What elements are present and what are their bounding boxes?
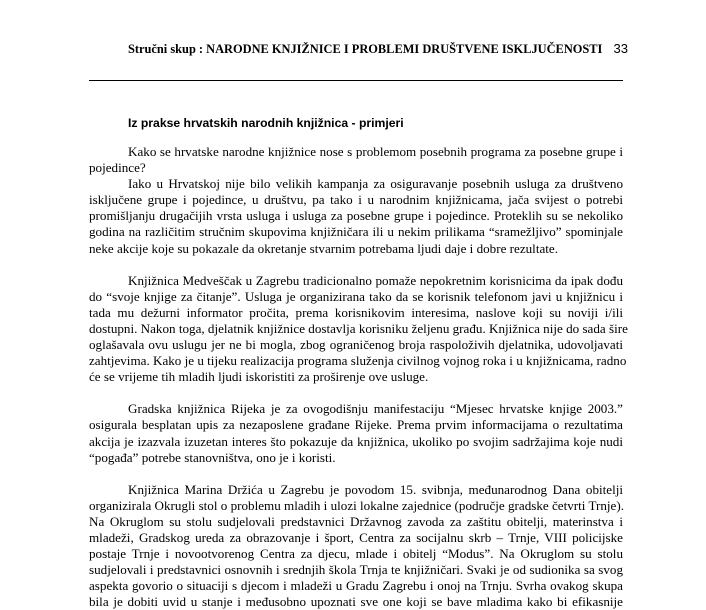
text-line: mladeži, Gradskog ureda za obrazovanje i šport, Centra za socijalnu skrb – Trnje, VIII policijske bbox=[89, 529, 623, 545]
text-line: Gradska knjižnica Rijeka je za ovogodišnju manifestaciju “Mjesec hrvatske knjige 2003.” bbox=[128, 401, 623, 417]
text-line: bila je dobiti uvid u stanje i međusobno upoznati sve one koji se bave mladima kako bi efikasnije bbox=[89, 594, 623, 610]
text-line: promišljanju drugačijih vrsta usluga i usluga za posebne grupe i pojedince. Proteklih su se nekoliko bbox=[89, 208, 623, 224]
section-title: Iz prakse hrvatskih narodnih knjižnica - primjeri bbox=[128, 116, 404, 130]
text-line: akcija je izazvala izuzetan interes što pokazuje da knjižnica, ukoliko po svojim sadržajima koje nudi bbox=[89, 433, 623, 449]
paragraph-4 bbox=[89, 401, 623, 465]
body-text bbox=[89, 144, 628, 610]
paragraph-gap bbox=[89, 385, 623, 401]
text-line: dostupni. Nakon toga, djelatnik knjižnice dostavlja korisniku željenu građu. Knjižnica nije do sada šire bbox=[89, 320, 628, 336]
text-line: do “svoje knjige za čitanje”. Usluga je organizirana tako da se korisnik telefonom javi u knjižnicu i bbox=[89, 288, 623, 304]
text-line: tada mu dežurni informator pročita, prema korisnikovim interesima, naslove koji su noviji i/ili bbox=[89, 304, 623, 320]
running-header-title: Stručni skup : NARODNE KNJIŽNICE I PROBLEMI DRUŠTVENE ISKLJUČENOSTI bbox=[128, 42, 603, 56]
text-line: sudjelovali i predstavnici osnovnih i srednjih škola Trnja te knjižničari. Svaki je od sudionika sa svog bbox=[89, 562, 623, 578]
paragraph-2 bbox=[89, 176, 623, 256]
text-line: Na Okruglom su stolu sudjelovali predstavnici Državnog zavoda za zaštitu obitelji, materinstva i bbox=[89, 513, 623, 529]
text-line: isključene grupe i pojedince, u društvu, pa tako i u narodnim knjižnicama, jača svijest o potrebi bbox=[89, 192, 623, 208]
text-line: pojedince? bbox=[89, 160, 146, 176]
paragraph-1 bbox=[89, 144, 623, 176]
header-rule bbox=[89, 80, 623, 81]
text-line: organizirala Okrugli stol o problemu mladih i ulozi lokalne zajednice (područje gradske četvrti Trnje). bbox=[89, 497, 624, 513]
text-line: će se vrijeme tih mladih ljudi iskoristiti za proširenje ove usluge. bbox=[89, 369, 429, 385]
text-line: oglašavala ovu uslugu jer ne bi mogla, zbog ograničenog broja raspoloživih djelatnika, udovoljavati bbox=[89, 337, 623, 353]
text-line: neke akcije koje su pokazale da okretanje stvarnim potrebama ljudi daje i dobre rezultate. bbox=[89, 240, 558, 256]
text-line: Knjižnica Medveščak u Zagrebu tradicionalno pomaže nepokretnim korisnicima da ipak dođu bbox=[128, 272, 623, 288]
text-line: postaje Trnje i novootvorenog Centra za djecu, mlade i obitelj “Modus”. Na Okruglom su stolu bbox=[89, 546, 623, 562]
text-line: Knjižnica Marina Držića u Zagrebu je povodom 15. svibnja, međunarodnog Dana obitelji bbox=[128, 481, 623, 497]
text-line: osigurala besplatan upis za nezaposlene građane Rijeke. Prema prvim informacijama o rezultatima bbox=[89, 417, 623, 433]
paragraph-gap bbox=[89, 257, 623, 273]
text-line: “pogađa” potrebe stanovništva, ono je i koristi. bbox=[89, 449, 336, 465]
text-line: Iako u Hrvatskoj nije bilo velikih kampanja za osiguravanje posebnih usluga za društveno bbox=[128, 176, 623, 192]
text-line: zahtjevima. Kako je u tijeku realizacija programa služenja civilnog vojnog roka i u knjižnicama, radno bbox=[89, 353, 627, 369]
text-line: godina na različitim stručnim skupovima knjižničara ili u nekim prilikama “sramežljivo” spominjale bbox=[89, 224, 623, 240]
page-number: 33 bbox=[613, 41, 628, 56]
paragraph-3 bbox=[89, 272, 628, 386]
page-header bbox=[128, 42, 628, 62]
text-line: aspekta govorio o situaciji s djecom i mladeži u Gradu Zagrebu i onoj na Trnju. Svrha ovakog skupa bbox=[89, 578, 623, 594]
paragraph-gap bbox=[89, 466, 623, 482]
paragraph-5 bbox=[89, 482, 623, 610]
text-line: Kako se hrvatske narodne knjižnice nose s problemom posebnih programa za posebne grupe i bbox=[128, 144, 623, 159]
